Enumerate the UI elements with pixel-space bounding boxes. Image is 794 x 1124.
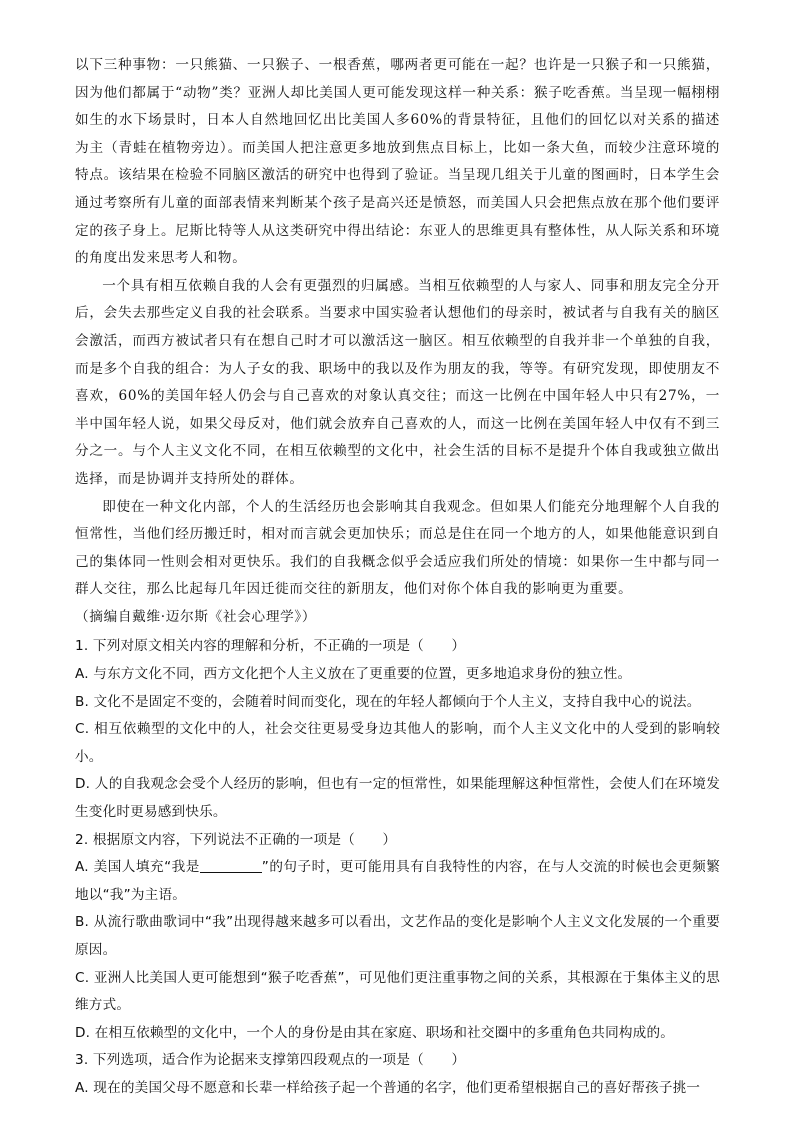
question-2-option-a-start: A. 美国人填充“我是 [75, 859, 200, 876]
question-1-stem: 1. 下列对原文相关内容的理解和分析，不正确的一项是（ ） [75, 638, 466, 655]
passage-paragraph-3: 即使在一种文化内部，个人的生活经历也会影响其自我观念。但如果人们能充分地理解个人自我的恒常性，当他们经历搬迁时，相对而言就会更加快乐；而总是住在同一个地方的人，如果他能意识到自己的集体同一性则会相对更快乐。我们的自我概念似乎会适应我们所处的情境：如果你一生中都与同一群人交往，那么比起每几年因迁徙而交往的新朋友，他们对你个体自我的影响更为重要。 [75, 498, 720, 598]
document-page [75, 52, 720, 1103]
question-3-stem: 3. 下列选项，适合作为论据来支撑第四段观点的一项是（ ） [75, 1052, 466, 1069]
passage-source: （摘编自戴维·迈尔斯《社会心理学》） [75, 608, 317, 625]
question-2-option-c: C. 亚洲人比美国人更可能想到“猴子吃香蕉”，可见他们更注重事物之间的关系，其根源在于集体主义的思维方式。 [75, 969, 720, 1014]
question-2-option-b: B. 从流行歌曲歌词中“我”出现得越来越多可以看出，文艺作品的变化是影响个人主义文化发展的一个重要原因。 [75, 914, 720, 958]
question-1-option-a: A. 与东方文化不同，西方文化把个人主义放在了更重要的位置，更多地追求身份的独立性。 [75, 666, 632, 683]
question-1-option-d: D. 人的自我观念会受个人经历的影响，但也有一定的恒常性，如果能理解这种恒常性，会使人们在环境发生变化时更易感到快乐。 [75, 776, 720, 821]
fill-in-blank [200, 858, 262, 873]
reading-passage [75, 52, 720, 631]
passage-paragraph-2: 一个具有相互依赖自我的人会有更强烈的归属感。当相互依赖型的人与家人、同事和朋友完全分开后，会失去那些定义自我的社会联系。当要求中国实验者认想他们的母亲时，被试者与自我有关的脑区会激活，而西方被试者只有在想自己时才可以激活这一脑区。相互依赖型的自我并非一个单独的自我，而是多个自我的组合：为人子女的我、职场中的我以及作为朋友的我，等等。有研究发现，即使朋友不喜欢，60%的美国年轻人仍会与自己喜欢的对象认真交往；而这一比例在中国年轻人中只有27%，一半中国年轻人说，如果父母反对，他们就会放弃自己喜欢的人，而这一比例在美国年轻人中仅有不到三分之一。与个人主义文化不同，在相互依赖型的文化中，社会生活的目标不是提升个体自我或独立做出选择，而是协调并支持所处的群体。 [75, 277, 720, 487]
question-3-option-a: A. 现在的美国父母不愿意和长辈一样给孩子起一个普通的名字，他们更希望根据自己的喜好帮孩子挑一 [75, 1079, 701, 1096]
question-1 [75, 633, 720, 826]
question-3 [75, 1047, 720, 1102]
question-2-option-a-end: ”的句子时，更可能用具有自我特性的内容，在与人交流的时候也会更频繁地以“我”为主语。 [75, 859, 720, 903]
question-2-stem: 2. 根据原文内容，下列说法不正确的一项是（ ） [75, 831, 397, 848]
question-1-option-b: B. 文化不是固定不变的，会随着时间而变化，现在的年轻人都倾向于个人主义，支持自我中心的说法。 [75, 693, 701, 710]
question-2-option-a [75, 854, 720, 909]
passage-paragraph-1: 以下三种事物：一只熊猫、一只猴子、一根香蕉，哪两者更可能在一起？也许是一只猴子和一只熊猫，因为他们都属于“动物”类？亚洲人却比美国人更可能发现这样一种关系：猴子吃香蕉。当呈现一幅栩栩如生的水下场景时，日本人自然地回忆出比美国人多60%的背景特征，且他们的回忆以对关系的描述为主（青蛙在植物旁边）。而美国人把注意更多地放到焦点目标上，比如一条大鱼，而较少注意环境的特点。该结果在检验不同脑区激活的研究中也得到了验证。当呈现几组关于儿童的图画时，日本学生会通过考察所有儿童的面部表情来判断某个孩子是高兴还是愤怒，而美国人只会把焦点放在那个他们要评定的孩子身上。尼斯比特等人从这类研究中得出结论：东亚人的思维更具有整体性，从人际关系和环境的角度出发来思考人和物。 [75, 57, 720, 267]
question-2-option-d: D. 在相互依赖型的文化中，一个人的身份是由其在家庭、职场和社交圈中的多重角色共同构成的。 [75, 1024, 675, 1041]
question-2 [75, 827, 720, 1048]
question-1-option-c: C. 相互依赖型的文化中的人，社会交往更易受身边其他人的影响，而个人主义文化中的人受到的影响较小。 [75, 721, 720, 765]
question-list [75, 633, 720, 1102]
